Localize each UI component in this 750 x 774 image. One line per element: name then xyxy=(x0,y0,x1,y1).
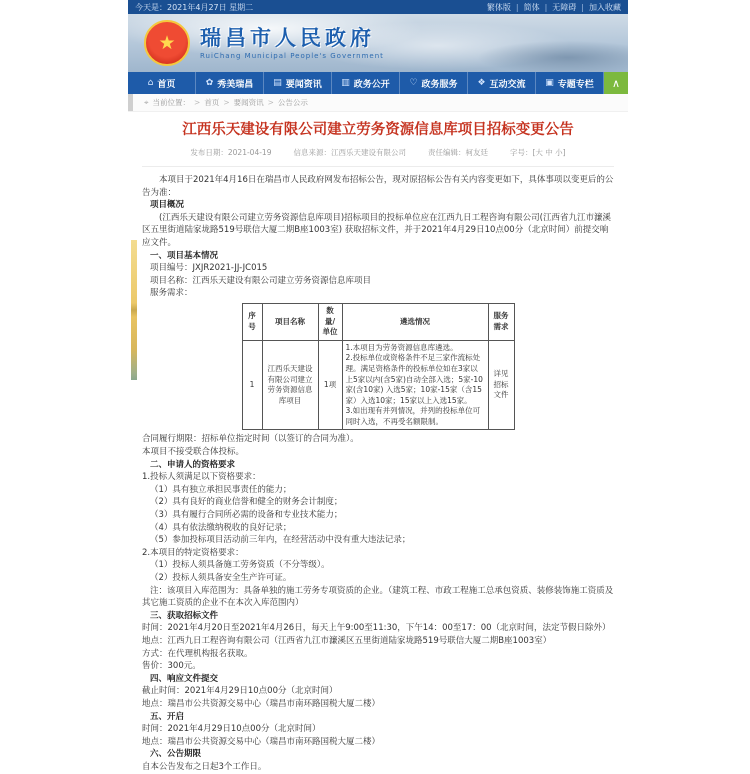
font-size-control[interactable] xyxy=(510,147,566,158)
nav-label: 互动交流 xyxy=(489,79,526,90)
section-heading: 二、申请人的资格要求 xyxy=(150,459,236,470)
article-line: 自本公告发布之日起3个工作日。 xyxy=(142,761,267,772)
cell-selection xyxy=(342,340,488,430)
clipboard-icon: ▣ xyxy=(545,78,554,88)
section-heading: 三、获取招标文件 xyxy=(150,610,219,621)
nav-item-interaction[interactable] xyxy=(468,72,536,94)
nav-collapse-button[interactable] xyxy=(604,72,628,94)
article-line: 1.投标人须满足以下资格要求： xyxy=(142,472,261,483)
breadcrumb-accent-bar xyxy=(128,94,133,111)
site-name: 瑞昌市人民政府 xyxy=(200,26,375,50)
article-body-post xyxy=(142,433,614,773)
article-line: 本项目不接受联合体投标。 xyxy=(142,447,245,458)
col-service: 服务需求 xyxy=(488,303,514,340)
nav-item-news[interactable] xyxy=(264,72,332,94)
meta-value: 2021-04-19 xyxy=(227,148,272,157)
link-accessibility[interactable]: | 无障碍 xyxy=(540,2,577,13)
col-selection: 遴选情况 xyxy=(342,303,488,340)
meta-value: 江西乐天建设有限公司 xyxy=(330,148,406,157)
article-line: 地点：瑞昌市公共资源交易中心（瑞昌市南环路国税大厦二楼） xyxy=(142,736,381,747)
selection-point: 1.本项目为劳务资源信息库遴选。 xyxy=(345,342,458,352)
nav-item-scenic-ruichang[interactable] xyxy=(196,72,264,94)
col-project-name: 项目名称 xyxy=(262,303,318,340)
link-add-favorite[interactable]: | 加入收藏 xyxy=(576,2,621,13)
selection-point: 2.投标单位或资格条件不足三家作流标处理。满足资格条件的投标单位如在3家以上5家以内(含5家)自动全部入选；5家-10家(含10家) 入选5家；10家-15家（含15家）入选10家；15家以上入选15家。 xyxy=(345,353,483,405)
meta-label: 信息来源： xyxy=(293,148,331,157)
article-line: 时间：2021年4月29日10点00分（北京时间） xyxy=(142,724,321,735)
selection-point: 3.如出现有并列情况，并列的投标单位可同时入选，不再受名额限制。 xyxy=(345,406,481,426)
utility-links xyxy=(487,2,621,13)
book-icon: ▥ xyxy=(341,78,350,88)
nav-item-special-topics[interactable] xyxy=(536,72,604,94)
nav-item-home[interactable] xyxy=(128,72,196,94)
chevron-up-icon: ∧ xyxy=(611,76,621,90)
article-meta xyxy=(142,147,614,167)
article-line: （2）具有良好的商业信誉和健全的财务会计制度； xyxy=(150,497,343,508)
news-icon: ▤ xyxy=(273,78,282,88)
meta-label: 责任编辑： xyxy=(427,148,466,157)
breadcrumb-item-home[interactable]: > 首页 xyxy=(190,97,219,108)
section-heading: 六、公告期限 xyxy=(150,749,202,760)
article-line: 服务需求： xyxy=(150,288,193,299)
article-line: （1）具有独立承担民事责任的能力； xyxy=(150,484,292,495)
col-seq: 序号 xyxy=(242,303,262,340)
meta-value: 柯友廷 xyxy=(465,148,488,157)
article-line: 注：该项目入库范围为：具备单独的施工劳务专项资质的企业。（建筑工程、市政工程施工总承包资质、装修装饰施工资质及其它施工资质的企业不在本次入库范围内） xyxy=(142,585,614,609)
article-body-pre xyxy=(142,174,614,300)
meta-label: 字号： xyxy=(509,148,533,157)
service-requirements-table xyxy=(242,303,515,431)
section-heading: 四、响应文件提交 xyxy=(150,673,219,684)
main-nav xyxy=(128,72,628,94)
article-line: （2）投标人须具备安全生产许可证。 xyxy=(150,573,292,583)
article-line: （4）具有依法缴纳税收的良好记录； xyxy=(150,522,292,533)
article-content xyxy=(128,112,628,774)
article-line: 地点：江西九日工程咨询有限公司（江西省九江市濂溪区五里街道陆家垅路519号联信大厦二期B座1003室） xyxy=(142,635,552,646)
article-body xyxy=(142,174,614,774)
national-emblem-icon: ★ xyxy=(144,20,190,66)
location-icon: ⌖ xyxy=(144,97,149,107)
article-line: 合同履行期限：招标单位指定时间（以签订的合同为准）。 xyxy=(142,434,359,445)
scenery-icon: ✿ xyxy=(205,78,214,88)
nav-label: 政务公开 xyxy=(353,79,390,90)
article-line: 截止时间：2021年4月29日10点00分（北京时间） xyxy=(142,686,338,697)
link-traditional-chinese[interactable]: 繁体版 xyxy=(486,2,511,12)
breadcrumb-prefix: 当前位置： xyxy=(152,98,191,107)
home-icon: ⌂ xyxy=(147,78,154,88)
meta-label: 发布日期： xyxy=(190,148,228,157)
page-title: 江西乐天建设有限公司建立劳务资源信息库项目招标变更公告 xyxy=(182,122,574,138)
cell-seq: 1 xyxy=(242,340,262,430)
site-page xyxy=(128,0,628,772)
article-line: 方式：在代理机构报名获取。 xyxy=(142,648,253,659)
article-line: 时间：2021年4月20日至2021年4月26日，每天上午9:00至11:30，下午14：00至17：00（北京时间，法定节假日除外） xyxy=(142,623,611,634)
info-source xyxy=(293,147,406,158)
article-line: （3）具有履行合同所必需的设备和专业技术能力； xyxy=(150,510,343,521)
font-size-options[interactable]: [大 中 小] xyxy=(532,148,566,157)
nav-label: 首页 xyxy=(157,79,176,90)
nav-label: 政务服务 xyxy=(421,79,458,90)
table-row xyxy=(242,340,514,430)
site-identity[interactable] xyxy=(200,26,384,60)
article-line: 2.本项目的特定资格要求： xyxy=(142,547,244,558)
nav-label: 专题专栏 xyxy=(557,79,594,90)
col-quantity: 数量/单位 xyxy=(318,303,342,340)
site-masthead xyxy=(128,14,628,72)
responsible-editor xyxy=(428,147,488,158)
table-header-row xyxy=(242,303,514,340)
breadcrumb-item-news[interactable]: > 要闻资讯 xyxy=(219,97,263,108)
current-date-label: 今天是：2021年4月27日 星期二 xyxy=(135,2,254,12)
article-line: （1）投标人须具备施工劳务资质（不分等级）。 xyxy=(150,560,330,571)
site-name-english: RuiChang Municipal People's Government xyxy=(200,52,384,60)
cell-project-name: 江西乐天建设有限公司建立劳务资源信息库项目 xyxy=(262,340,318,430)
section-heading: 一、项目基本情况 xyxy=(150,250,219,261)
article-line: 地点：瑞昌市公共资源交易中心（瑞昌市南环路国税大厦二楼） xyxy=(142,698,381,709)
nav-label: 秀美瑞昌 xyxy=(217,79,254,90)
article-line: 项目编号：JXJR2021-JJ-JC015 xyxy=(150,263,268,274)
nav-item-gov-services[interactable] xyxy=(400,72,468,94)
article-line: (江西乐天建设有限公司建立劳务资源信息库项目)招标项目的投标单位应在江西九日工程咨询有限公司(江西省九江市濂溪区五里街道陆家垅路519号联信大厦二期B座1003室) 获取招标文件，并于2021年4月29日10点00分（北京时间）前提交响应文件。 xyxy=(142,212,611,248)
nav-label: 要闻资讯 xyxy=(285,79,322,90)
article-line: （5）参加投标项目活动前三年内，在经营活动中没有重大违法记录； xyxy=(150,535,411,546)
section-heading: 五、开启 xyxy=(150,711,185,722)
breadcrumb-item-announcements[interactable]: > 公告公示 xyxy=(264,97,308,108)
section-heading: 项目概况 xyxy=(150,200,185,211)
gear-icon: ❖ xyxy=(477,78,486,88)
top-utility-bar xyxy=(128,0,628,14)
article-line: 本项目于2021年4月16日在瑞昌市人民政府网发布招标公告，现对原招标公告有关内容变更如下，具体事项以变更后的公告为准： xyxy=(142,175,614,198)
heart-icon: ♡ xyxy=(409,78,418,88)
article-line: 售价：300元。 xyxy=(142,661,201,672)
article-line: 项目名称：江西乐天建设有限公司建立劳务资源信息库项目 xyxy=(150,275,372,286)
link-simplified-chinese[interactable]: | 简体 xyxy=(511,2,540,13)
cell-service: 详见招标文件 xyxy=(488,340,514,430)
breadcrumb xyxy=(128,94,628,112)
cell-quantity: 1项 xyxy=(318,340,342,430)
nav-item-gov-disclosure[interactable] xyxy=(332,72,400,94)
publish-date xyxy=(190,147,271,158)
floating-widget-strip xyxy=(131,240,137,380)
